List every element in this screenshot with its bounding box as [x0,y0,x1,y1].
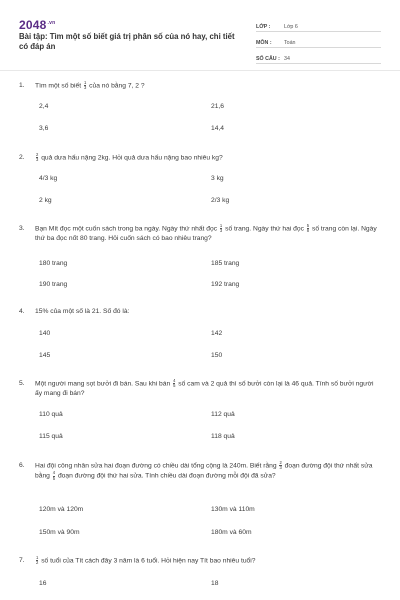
question-6 [19,460,381,536]
question-number: 5. [19,380,25,387]
header-divider [0,70,400,71]
option-d[interactable]: 14,4 [211,125,225,132]
option-b[interactable]: 142 [211,330,223,337]
option-a[interactable]: 4/3 kg [39,175,58,182]
meta-subject: MÔN : Toán [256,34,381,48]
option-b[interactable]: 130m và 110m [211,506,255,513]
option-a[interactable]: 120m và 120m [39,506,84,513]
option-a[interactable]: 2,4 [39,103,49,110]
option-b[interactable]: 21,6 [211,103,225,110]
question-1 [19,80,381,132]
worksheet-meta [256,18,381,66]
question-text: 15% của một số là 21. Số đó là: [35,308,130,315]
option-c[interactable]: 190 trang [39,281,68,288]
site-logo[interactable]: $2048^{.vn}$ [19,18,56,32]
fraction: $\frac{2}{3}$ [36,152,39,163]
question-text: Tìm một số biết $\frac{1}{3}$ của nó bằng 7, 2 ? [35,80,145,91]
option-d[interactable]: 118 quả [211,433,235,440]
option-b[interactable]: 18 [211,580,219,587]
meta-question-count: SỐ CÂU : 34 [256,50,381,64]
fraction: $\frac{1}{3}$ [219,223,223,234]
question-5 [19,378,381,440]
worksheet-header [19,18,381,60]
option-a[interactable]: 110 quả [39,411,63,418]
question-text: $\frac{2}{3}$ quả dưa hấu nặng 2kg. Hỏi quả dưa hấu nặng bao nhiêu kg? [36,152,223,163]
fraction: $\frac{5}{8}$ [306,223,310,234]
fraction: $\frac{2}{3}$ [279,460,282,471]
option-d[interactable]: 2/3 kg [211,197,230,204]
option-b[interactable]: 3 kg [211,175,224,182]
worksheet-title: Bài tập: Tìm một số biết giá trị phân số của nó hay, chi tiết có đáp án [19,32,235,51]
option-d[interactable]: 150 [211,352,223,359]
option-a[interactable]: 140 [39,330,51,337]
fraction: $\frac{1}{3}$ [83,80,87,91]
option-c[interactable]: 115 quả [39,433,63,440]
option-a[interactable]: 16 [39,580,47,587]
question-7 [19,555,381,587]
option-c[interactable]: 2 kg [39,197,52,204]
option-b[interactable]: 112 quả [211,411,235,418]
question-number: 2. [19,154,25,161]
question-number: 1. [19,82,25,89]
question-number: 7. [19,557,25,564]
question-4 [19,307,381,359]
option-a[interactable]: 180 trang [39,260,68,267]
fraction: $\frac{1}{2}$ [36,555,39,566]
question-3 [19,223,381,288]
option-c[interactable]: 3,6 [39,125,49,132]
option-b[interactable]: 185 trang [211,260,240,267]
question-number: 6. [19,462,25,469]
option-c[interactable]: 145 [39,352,51,359]
meta-grade: LỚP : Lớp 6 [256,18,381,32]
question-number: 4. [19,308,25,315]
question-text: Hai đội công nhân sửa hai đoạn đường có chiều dài tổng cộng là 240m. Biết rằng $\frac{2}{3}$ đoạn đường đội thứ nhất sửa bằng $\frac{4}{5}$ đoạn đường đội thứ hai sửa. Tính chiều dài đoạn đường mỗi đội đã sửa? [35,460,373,481]
question-number: 3. [19,225,25,232]
fraction: $\frac{4}{5}$ [173,378,176,389]
option-c[interactable]: 150m và 90m [39,529,80,536]
fraction: $\frac{4}{5}$ [52,470,56,481]
question-2 [19,152,381,204]
option-d[interactable]: 180m và 60m [211,529,252,536]
option-d[interactable]: 192 trang [211,281,240,288]
question-text: $\frac{1}{2}$ số tuổi của Tít cách đây 3 năm là 6 tuổi. Hỏi hiện nay Tít bao nhiêu tuổi? [36,555,256,566]
question-text: Bạn Mít đọc một cuốn sách trong ba ngày. Ngày thứ nhất đọc $\frac{1}{3}$ số trang. Ngày thứ hai đọc $\frac{5}{8}$ số trang còn lại. Ngày thứ ba đọc nốt 80 trang. Hỏi cuốn sách có bao nhiêu trang? [35,223,377,243]
question-text: Một người mang sọt bưởi đi bán. Sau khi bán $\frac{4}{5}$ số cam và 2 quả thì số bưởi còn lại là 46 quả. Tính số bưởi người ấy mang đi bán? [35,378,374,398]
